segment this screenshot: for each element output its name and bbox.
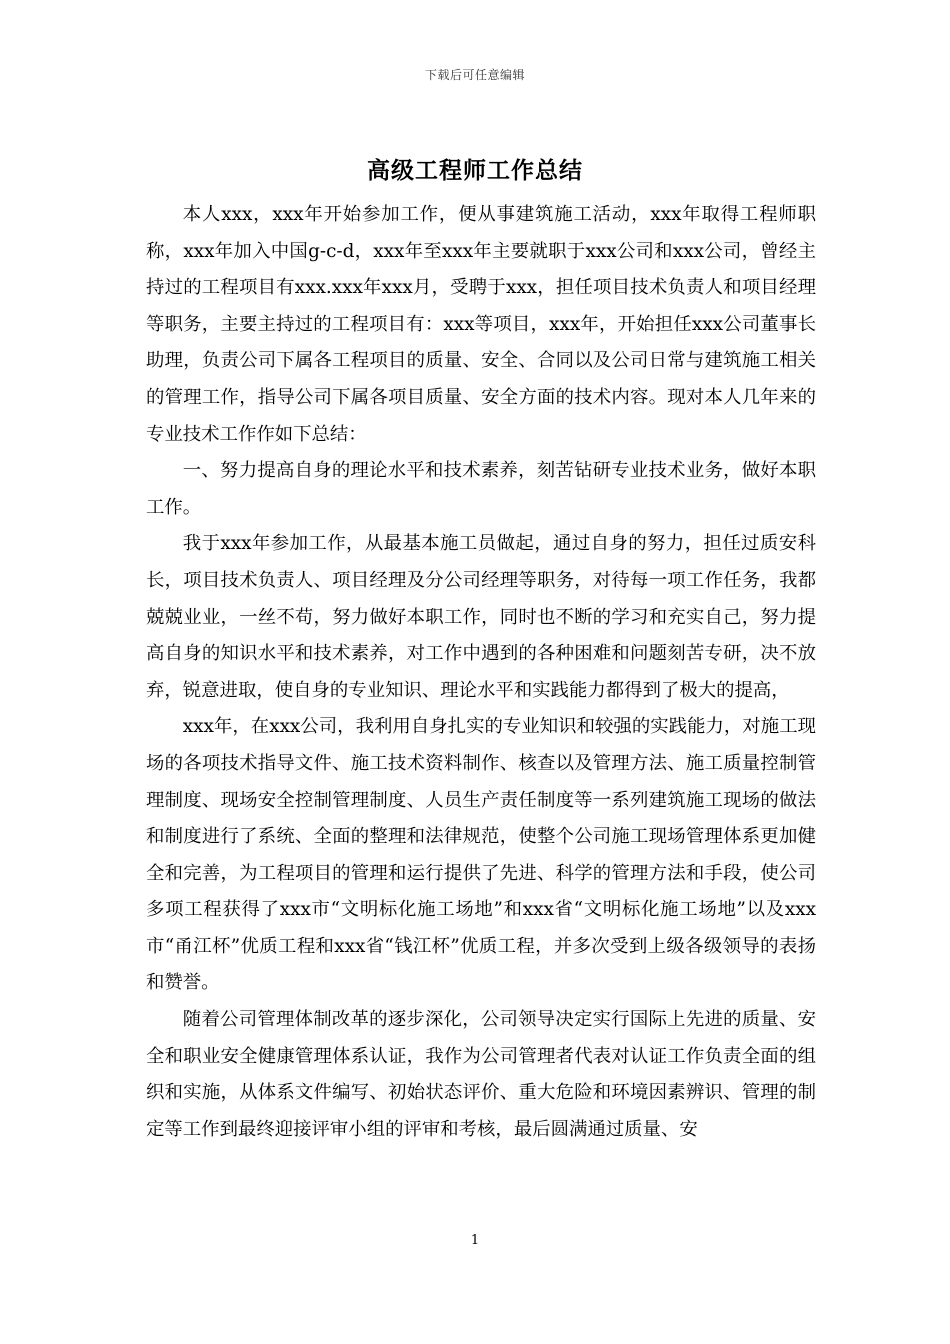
document-body	[146, 197, 816, 1148]
paragraph-section-heading-1: 一、努力提高自身的理论水平和技术素养，刻苦钻研专业技术业务，做好本职工作。	[146, 460, 816, 518]
page-header-note: 下载后可任意编辑	[424, 68, 525, 82]
paragraph-certification: 随着公司管理体制改革的逐步深化，公司领导决定实行国际上先进的质量、安全和职业安全健康管理体系认证，我作为公司管理者代表对认证工作负责全面的组织和实施，从体系文件编写、初始状态评价、重大危险和环境因素辨识、管理的制定等工作到最终迎接评审小组的评审和考核，最后圆满通过质量、安	[146, 1009, 816, 1140]
paragraph-management-system: xxx年，在xxx公司，我利用自身扎实的专业知识和较强的实践能力，对施工现场的各项技术指导文件、施工技术资料制作、核查以及管理方法、施工质量控制管理制度、现场安全控制管理制度、人员生产责任制度等一系列建筑施工现场的做法和制度进行了系统、全面的整理和法律规范，使整个公司施工现场管理体系更加健全和完善，为工程项目的管理和运行提供了先进、科学的管理方法和手段，使公司多项工程获得了xxx市“文明标化施工场地”和xxx省“文明标化施工场地”以及xxx市“甬江杯”优质工程和xxx省“钱江杯”优质工程，并多次受到上级各级领导的表扬和赞誉。	[146, 716, 816, 994]
document-title: 高级工程师工作总结	[367, 158, 583, 184]
page-number: 1	[470, 1233, 480, 1248]
paragraph-introduction: 本人xxx，xxx年开始参加工作，便从事建筑施工活动，xxx年取得工程师职称，xxx年加入中国g-c-d，xxx年至xxx年主要就职于xxx公司和xxx公司，曾经主持过的工程项目有xxx.xxx年xxx月，受聘于xxx，担任项目技术负责人和项目经理等职务，主要主持过的工程项目有：xxx等项目，xxx年，开始担任xxx公司董事长助理，负责公司下属各工程项目的质量、安全、合同以及公司日常与建筑施工相关的管理工作，指导公司下属各项目质量、安全方面的技术内容。现对本人几年来的专业技术工作作如下总结：	[146, 204, 816, 445]
paragraph-career-growth: 我于xxx年参加工作，从最基本施工员做起，通过自身的努力，担任过质安科长，项目技术负责人、项目经理及分公司经理等职务，对待每一项工作任务，我都兢兢业业，一丝不苟，努力做好本职工作，同时也不断的学习和充实自己，努力提高自身的知识水平和技术素养，对工作中遇到的各种困难和问题刻苦专研，决不放弃，锐意进取，使自身的专业知识、理论水平和实践能力都得到了极大的提高，	[146, 533, 816, 701]
